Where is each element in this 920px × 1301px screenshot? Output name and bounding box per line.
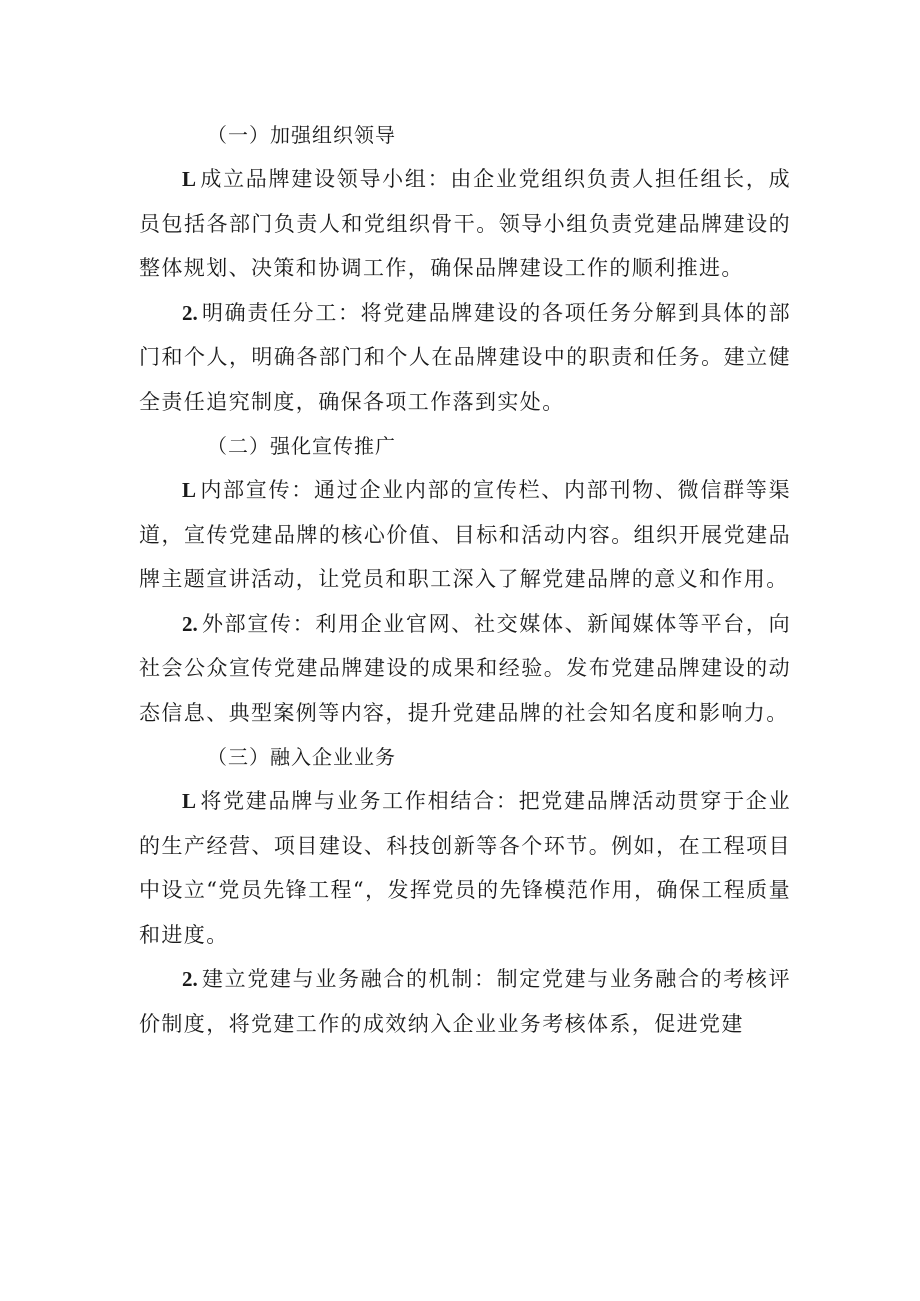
paragraph-1-1 <box>139 157 791 291</box>
section-heading-3: （三）融入企业业务 <box>207 745 396 769</box>
paragraph-text: 明确责任分工：将党建品牌建设的各项任务分解到具体的部门和个人，明确各部门和个人在品牌建设中的职责和任务。建立健全责任追究制度，确保各项工作落到实处。 <box>139 300 791 414</box>
paragraph-3-2 <box>139 957 791 1046</box>
paragraph-text: 外部宣传：利用企业官网、社交媒体、新闻媒体等平台，向社会公众宣传党建品牌建设的成果和经验。发布党建品牌建设的动态信息、典型案例等内容，提升党建品牌的社会知名度和影响力。 <box>139 611 791 725</box>
paragraph-2-2 <box>139 602 791 736</box>
paragraph-number: 2. <box>182 611 198 636</box>
paragraph-number: L <box>182 478 197 502</box>
paragraph-text: 成立品牌建设领导小组：由企业党组织负责人担任组长，成员包括各部门负责人和党组织骨干。领导小组负责党建品牌建设的整体规划、决策和协调工作，确保品牌建设工作的顺利推进。 <box>139 167 791 280</box>
paragraph-3-1 <box>139 779 791 957</box>
section-heading-2: （二）强化宣传推广 <box>207 434 396 458</box>
paragraph-2-1 <box>139 468 791 602</box>
paragraph-text: 内部宣传：通过企业内部的宣传栏、内部刊物、微信群等渠道，宣传党建品牌的核心价值、目标和活动内容。组织开展党建品牌主题宣讲活动，让党员和职工深入了解党建品牌的意义和作用。 <box>139 478 791 591</box>
paragraph-text: 将党建品牌与业务工作相结合：把党建品牌活动贯穿于企业的生产经营、项目建设、科技创新等各个环节。例如，在工程项目中设立“党员先锋工程“，发挥党员的先锋模范作用，确保工程质量和进度。 <box>139 789 791 947</box>
paragraph-number: L <box>182 167 197 191</box>
paragraph-number: 2. <box>182 967 198 991</box>
section-heading-1: （一）加强组织领导 <box>207 123 396 147</box>
document-body <box>139 113 791 1046</box>
paragraph-1-2 <box>139 291 791 425</box>
paragraph-number: 2. <box>182 300 198 325</box>
paragraph-number: L <box>182 789 197 813</box>
paragraph-text: 建立党建与业务融合的机制：制定党建与业务融合的考核评价制度，将党建工作的成效纳入企业业务考核体系，促进党建 <box>139 967 791 1036</box>
